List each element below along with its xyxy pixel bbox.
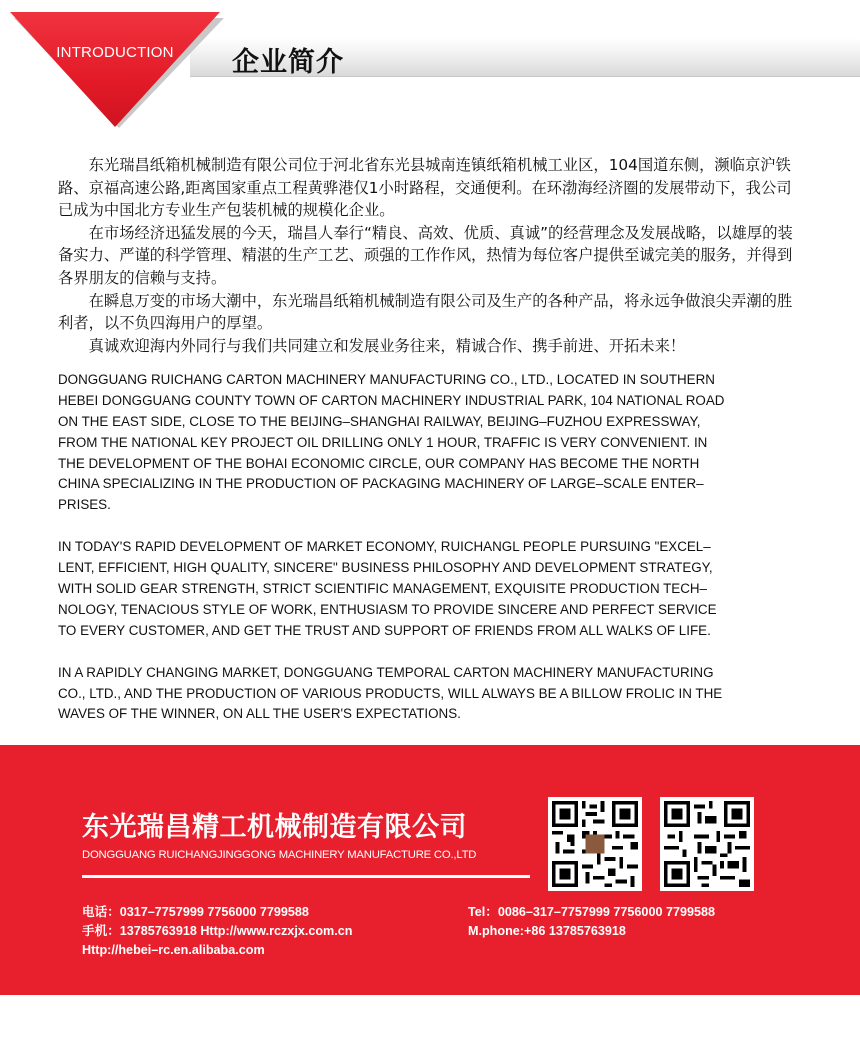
intro-en-paragraph: DONGGUANG RUICHANG CARTON MACHINERY MANUFACTURING CO., LTD., LOCATED IN SOUTHERN HEBEI DONGGUANG COUNTY TOWN OF CARTON MACHINERY INDUSTRIAL PARK, 104 NATIONAL ROAD ON THE EAST SIDE, CLOSE TO THE BEIJING–SHANGHAI RAILWAY, BEIJING–FUZHOU EXPRESSWAY, FROM THE NATIONAL KEY PROJECT OIL DRILLING ONLY 1 HOUR, TRAFFIC IS VERY CONVENIENT. IN THE DEVELOPMENT OF THE BOHAI ECONOMIC CIRCLE, OUR COMPANY HAS BECOME THE NORTH CHINA SPECIALIZING IN THE PRODUCTION OF PACKAGING MACHINERY OF LARGE–SCALE ENTER– PRISES. (58, 371, 725, 513)
qr-code-graphic (660, 797, 754, 891)
page-title: 企业简介 (232, 47, 344, 78)
mobile-phone-line: M.phone:+86 13785763918 (468, 924, 626, 938)
mobile-website-line[interactable]: 手机：13785763918 Http://www.rczxjx.com.cn (82, 924, 353, 938)
footer-divider (82, 875, 530, 878)
section-header (0, 0, 860, 135)
intro-chinese (58, 154, 806, 357)
intro-en-paragraph: IN TODAY'S RAPID DEVELOPMENT OF MARKET ECONOMY, RUICHANGL PEOPLE PURSUING "EXCEL– LENT, EFFICIENT, HIGH QUALITY, SINCERE" BUSINESS PHILOSOPHY AND DEVELOPMENT STRATEGY, WITH SOLID GEAR STRENGTH, STRICT SCIENTIFIC MANAGEMENT, EXQUISITE PRODUCTION TECH– NOLOGY, TENACIOUS STYLE OF WORK, ENTHUSIASM TO PROVIDE SINCERE AND PERFECT SERVICE TO EVERY CUSTOMER, AND GET THE TRUST AND SUPPORT OF FRIENDS FROM ALL WALKS OF LIFE. (58, 539, 717, 638)
company-name-en: DONGGUANG RUICHANGJINGGONG MACHINERY MANUFACTURE CO.,LTD (82, 849, 477, 861)
intro-cn-paragraph: 在瞬息万变的市场大潮中，东光瑞昌纸箱机械制造有限公司及生产的各种产品，将永远争做浪尖弄潮的胜利者，以不负四海用户的厚望。 (58, 291, 793, 333)
company-name-cn: 东光瑞昌精工机械制造有限公司 (82, 812, 467, 843)
company-footer (0, 745, 860, 995)
qr-code-graphic (548, 797, 642, 891)
qr-code-icon[interactable] (660, 797, 754, 891)
phone-line: 电话：0317–7757999 7756000 7799588 (82, 905, 309, 919)
qr-code-icon[interactable] (548, 797, 642, 891)
contact-info-cn (82, 903, 352, 960)
intro-cn-paragraph: 东光瑞昌纸箱机械制造有限公司位于河北省东光县城南连镇纸箱机械工业区，104国道东侧，濒临京沪铁路、京福高速公路,距离国家重点工程黄骅港仅1小时路程，交通便利。在环渤海经济圈的发展带动下，我公司已成为中国北方专业生产包装机械的规模化企业。 (58, 156, 792, 220)
red-triangle-badge (10, 12, 220, 127)
intro-cn-paragraph: 在市场经济迅猛发展的今天，瑞昌人奉行“精良、高效、优质、真诚”的经营理念及发展战略，以雄厚的装备实力、严谨的科学管理、精湛的生产工艺、顽强的工作作风，热情为每位客户提供至诚完美的服务，并得到各界朋友的信赖与支持。 (58, 223, 793, 287)
contact-info-en (468, 903, 715, 941)
intro-en-paragraph: IN A RAPIDLY CHANGING MARKET, DONGGUANG TEMPORAL CARTON MACHINERY MANUFACTURING CO., LTD., AND THE PRODUCTION OF VARIOUS PRODUCTS, WILL ALWAYS BE A BILLOW FROLIC IN THE WAVES OF THE WINNER, ON ALL THE USER'S EXPECTATIONS. (58, 664, 723, 722)
alibaba-link[interactable]: Http://hebei–rc.en.alibaba.com (82, 943, 265, 957)
introduction-label: INTRODUCTION (56, 44, 174, 61)
intro-cn-paragraph: 真诚欢迎海内外同行与我们共同建立和发展业务往来，精诚合作、携手前进、开拓未来！ (88, 336, 686, 355)
tel-line: Tel：0086–317–7757999 7756000 7799588 (468, 905, 715, 919)
